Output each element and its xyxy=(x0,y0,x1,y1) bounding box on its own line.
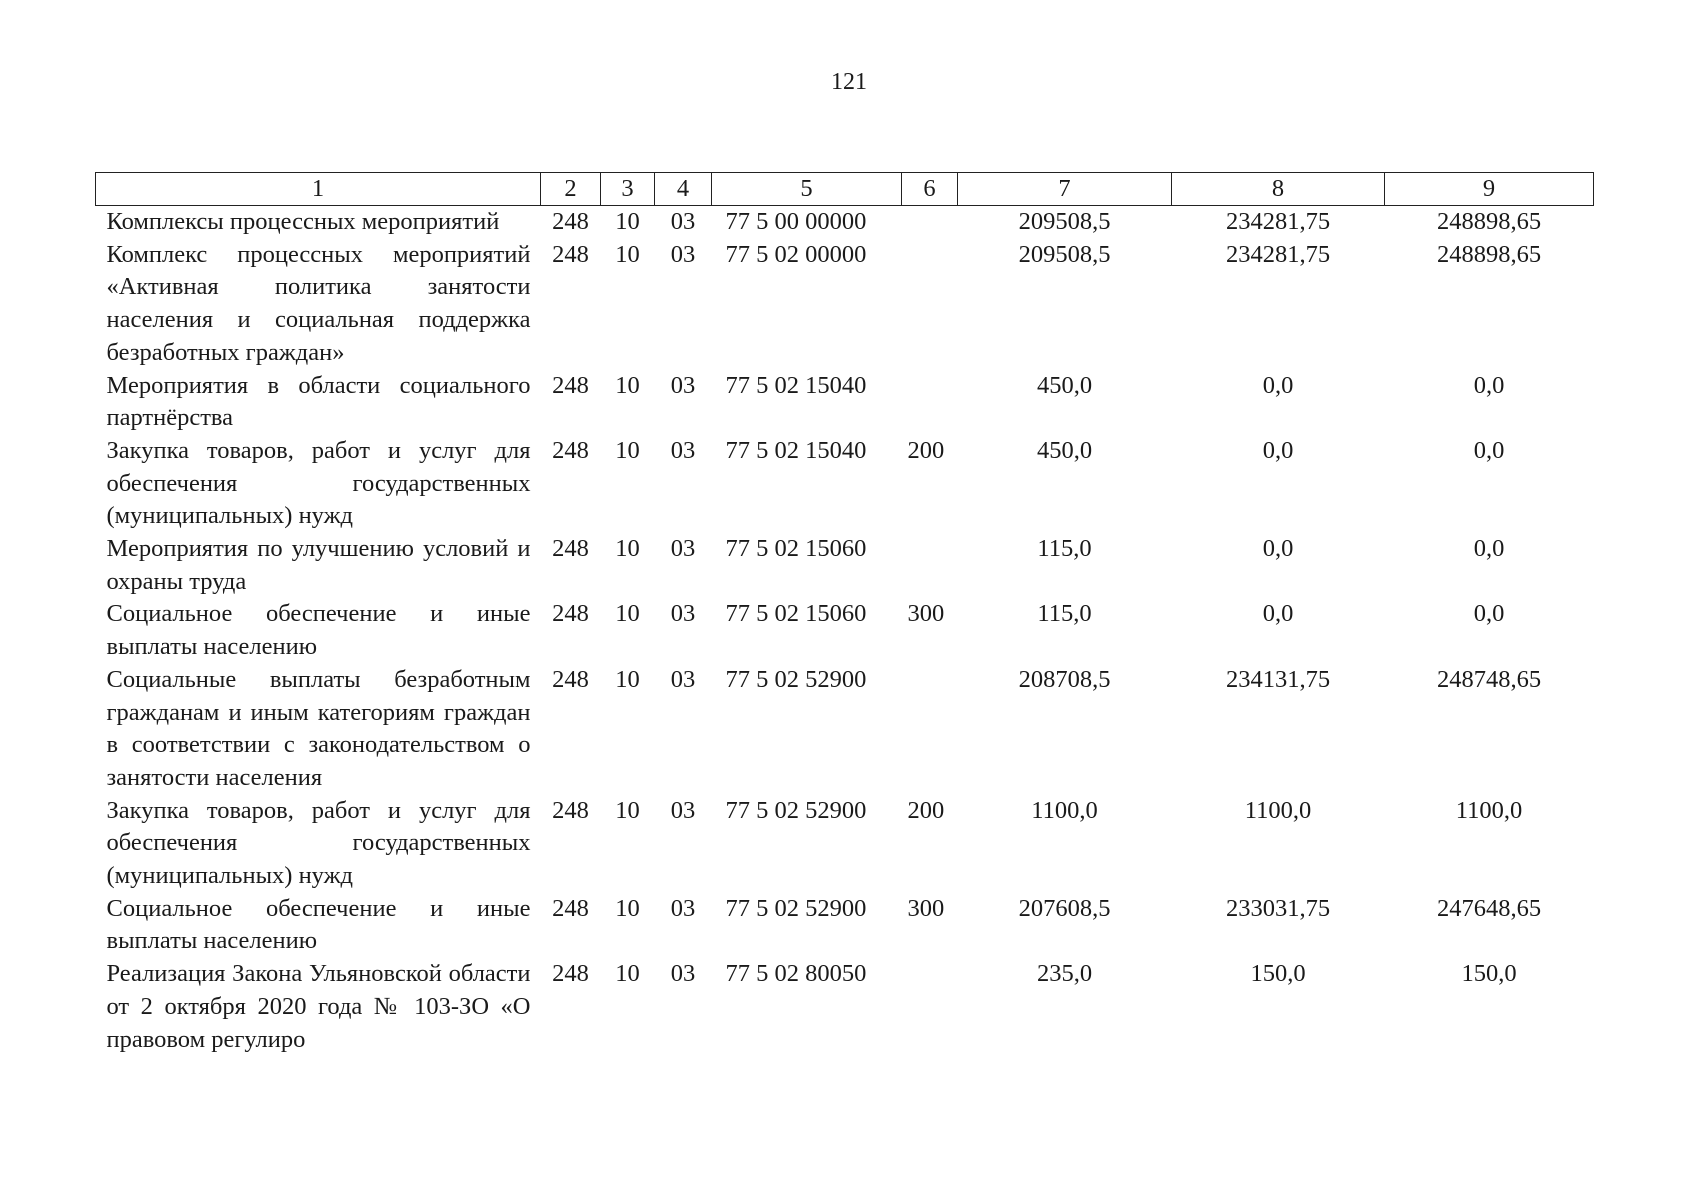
target-article-cell: 77 5 02 15040 xyxy=(725,436,867,464)
admin-code-cell: 248 xyxy=(552,600,589,628)
amount-col7-cell: 450,0 xyxy=(1036,436,1093,464)
section-cell: 10 xyxy=(615,665,640,693)
admin-code-cell: 248 xyxy=(552,208,589,235)
expense-type-cell: 300 xyxy=(907,894,945,922)
amount-col9-cell: 248748,65 xyxy=(1436,665,1542,693)
expense-type-cell: 200 xyxy=(907,796,945,824)
subsection-cell: 03 xyxy=(670,535,696,563)
amount-col9-cell: 1100,0 xyxy=(1455,796,1523,824)
amount-col7-cell: 208708,5 xyxy=(1018,665,1111,693)
table-row xyxy=(96,435,1594,533)
amount-col8-cell: 0,0 xyxy=(1262,436,1294,464)
section-cell: 10 xyxy=(615,894,640,922)
admin-code-cell: 248 xyxy=(552,796,589,824)
page-number: 121 xyxy=(831,69,867,95)
expense-type-cell: 300 xyxy=(907,600,945,628)
section-cell: 10 xyxy=(615,600,640,628)
item-name-cell: Мероприятия в области социального партнёрства xyxy=(106,371,531,432)
target-article-cell: 77 5 02 15040 xyxy=(725,371,867,399)
amount-col7-cell: 115,0 xyxy=(1037,600,1092,628)
expense-type-cell xyxy=(902,239,958,370)
table-row xyxy=(96,370,1594,435)
subsection-cell: 03 xyxy=(670,796,696,824)
section-cell: 10 xyxy=(615,535,640,563)
amount-col8-cell: 233031,75 xyxy=(1225,894,1331,922)
header-cell: 6 xyxy=(902,173,958,206)
table-row xyxy=(96,598,1594,663)
target-article-cell: 77 5 02 80050 xyxy=(725,960,867,988)
amount-col9-cell: 0,0 xyxy=(1473,600,1505,628)
amount-col8-cell: 0,0 xyxy=(1262,535,1294,563)
header-cell: 2 xyxy=(541,173,601,206)
table-row xyxy=(96,206,1594,239)
admin-code-cell: 248 xyxy=(552,240,589,268)
header-cell: 4 xyxy=(655,173,712,206)
amount-col8-cell: 234281,75 xyxy=(1225,208,1331,235)
admin-code-cell: 248 xyxy=(552,894,589,922)
amount-col7-cell: 209508,5 xyxy=(1018,208,1111,235)
amount-col7-cell: 209508,5 xyxy=(1018,240,1111,268)
amount-col9-cell: 0,0 xyxy=(1473,371,1505,399)
admin-code-cell: 248 xyxy=(552,960,589,988)
section-cell: 10 xyxy=(615,240,640,268)
item-name-cell: Мероприятия по улучшению условий и охраны труда xyxy=(106,535,531,595)
header-row xyxy=(96,173,1594,206)
table-row xyxy=(96,958,1594,1056)
item-name-cell: Закупка товаров, работ и услуг для обеспечения государственных (муниципальных) нужд xyxy=(106,796,531,890)
section-cell: 10 xyxy=(615,436,640,464)
subsection-cell: 03 xyxy=(670,665,696,693)
amount-col9-cell: 0,0 xyxy=(1473,535,1505,563)
admin-code-cell: 248 xyxy=(552,371,589,399)
header-cell: 9 xyxy=(1385,173,1594,206)
item-name-cell: Социальные выплаты безработным гражданам и иным категориям граждан в соответствии с законодательством о занятости населения xyxy=(106,665,531,791)
amount-col8-cell: 0,0 xyxy=(1262,600,1294,628)
amount-col9-cell: 247648,65 xyxy=(1436,894,1542,922)
amount-col9-cell: 248898,65 xyxy=(1436,208,1542,235)
amount-col9-cell: 0,0 xyxy=(1473,436,1505,464)
target-article-cell: 77 5 02 15060 xyxy=(725,600,867,628)
subsection-cell: 03 xyxy=(670,436,696,464)
target-article-cell: 77 5 02 52900 xyxy=(725,894,867,922)
item-name-cell: Социальное обеспечение и иные выплаты населению xyxy=(106,600,531,661)
table-row xyxy=(96,893,1594,958)
amount-col8-cell: 150,0 xyxy=(1250,960,1306,988)
expense-type-cell xyxy=(902,206,958,239)
amount-col7-cell: 450,0 xyxy=(1036,371,1093,399)
admin-code-cell: 248 xyxy=(552,535,589,563)
amount-col7-cell: 207608,5 xyxy=(1018,894,1111,922)
section-cell: 10 xyxy=(615,371,640,399)
admin-code-cell: 248 xyxy=(552,436,589,464)
header-cell: 5 xyxy=(712,173,902,206)
subsection-cell: 03 xyxy=(670,960,696,988)
amount-col8-cell: 0,0 xyxy=(1262,371,1294,399)
expense-type-cell xyxy=(902,958,958,1056)
amount-col7-cell: 235,0 xyxy=(1036,960,1093,988)
section-cell: 10 xyxy=(615,796,640,824)
amount-col7-cell: 1100,0 xyxy=(1031,796,1098,824)
target-article-cell: 77 5 00 00000 xyxy=(725,208,867,235)
expense-type-cell xyxy=(902,533,958,598)
target-article-cell: 77 5 02 52900 xyxy=(725,796,867,824)
header-cell: 8 xyxy=(1172,173,1385,206)
subsection-cell: 03 xyxy=(670,371,696,399)
header-cell: 1 xyxy=(96,173,541,206)
target-article-cell: 77 5 02 52900 xyxy=(725,665,867,693)
amount-col8-cell: 1100,0 xyxy=(1244,796,1312,824)
subsection-cell: 03 xyxy=(670,240,696,268)
table-row xyxy=(96,795,1594,893)
amount-col9-cell: 248898,65 xyxy=(1436,240,1542,268)
expense-type-cell: 200 xyxy=(907,436,945,464)
item-name-cell: Закупка товаров, работ и услуг для обеспечения государственных (муниципальных) нужд xyxy=(106,436,531,530)
amount-col8-cell: 234131,75 xyxy=(1225,665,1331,693)
amount-col9-cell: 150,0 xyxy=(1461,960,1517,988)
subsection-cell: 03 xyxy=(670,208,696,235)
item-name-cell: Реализация Закона Ульяновской области от 2 октября 2020 года № 103-ЗО «О правовом регулиро xyxy=(106,960,531,1053)
subsection-cell: 03 xyxy=(670,894,696,922)
expense-type-cell xyxy=(902,664,958,795)
item-name-cell: Социальное обеспечение и иные выплаты населению xyxy=(106,894,531,955)
table-row xyxy=(96,533,1594,598)
expense-type-cell xyxy=(902,370,958,435)
header-cell: 7 xyxy=(958,173,1172,206)
item-name-cell: Комплекс процессных мероприятий «Активная политика занятости населения и социальная поддержка безработных граждан» xyxy=(106,240,531,366)
admin-code-cell: 248 xyxy=(552,665,589,693)
subsection-cell: 03 xyxy=(670,600,696,628)
section-cell: 10 xyxy=(615,208,640,235)
target-article-cell: 77 5 02 00000 xyxy=(725,240,867,268)
amount-col8-cell: 234281,75 xyxy=(1225,240,1331,268)
amount-col7-cell: 115,0 xyxy=(1037,535,1092,563)
budget-table xyxy=(95,172,1594,1056)
table-row xyxy=(96,239,1594,370)
header-cell: 3 xyxy=(601,173,655,206)
table-row xyxy=(96,664,1594,795)
target-article-cell: 77 5 02 15060 xyxy=(725,535,867,563)
item-name-cell: Комплексы процессных мероприятий xyxy=(106,208,500,235)
section-cell: 10 xyxy=(615,960,640,988)
